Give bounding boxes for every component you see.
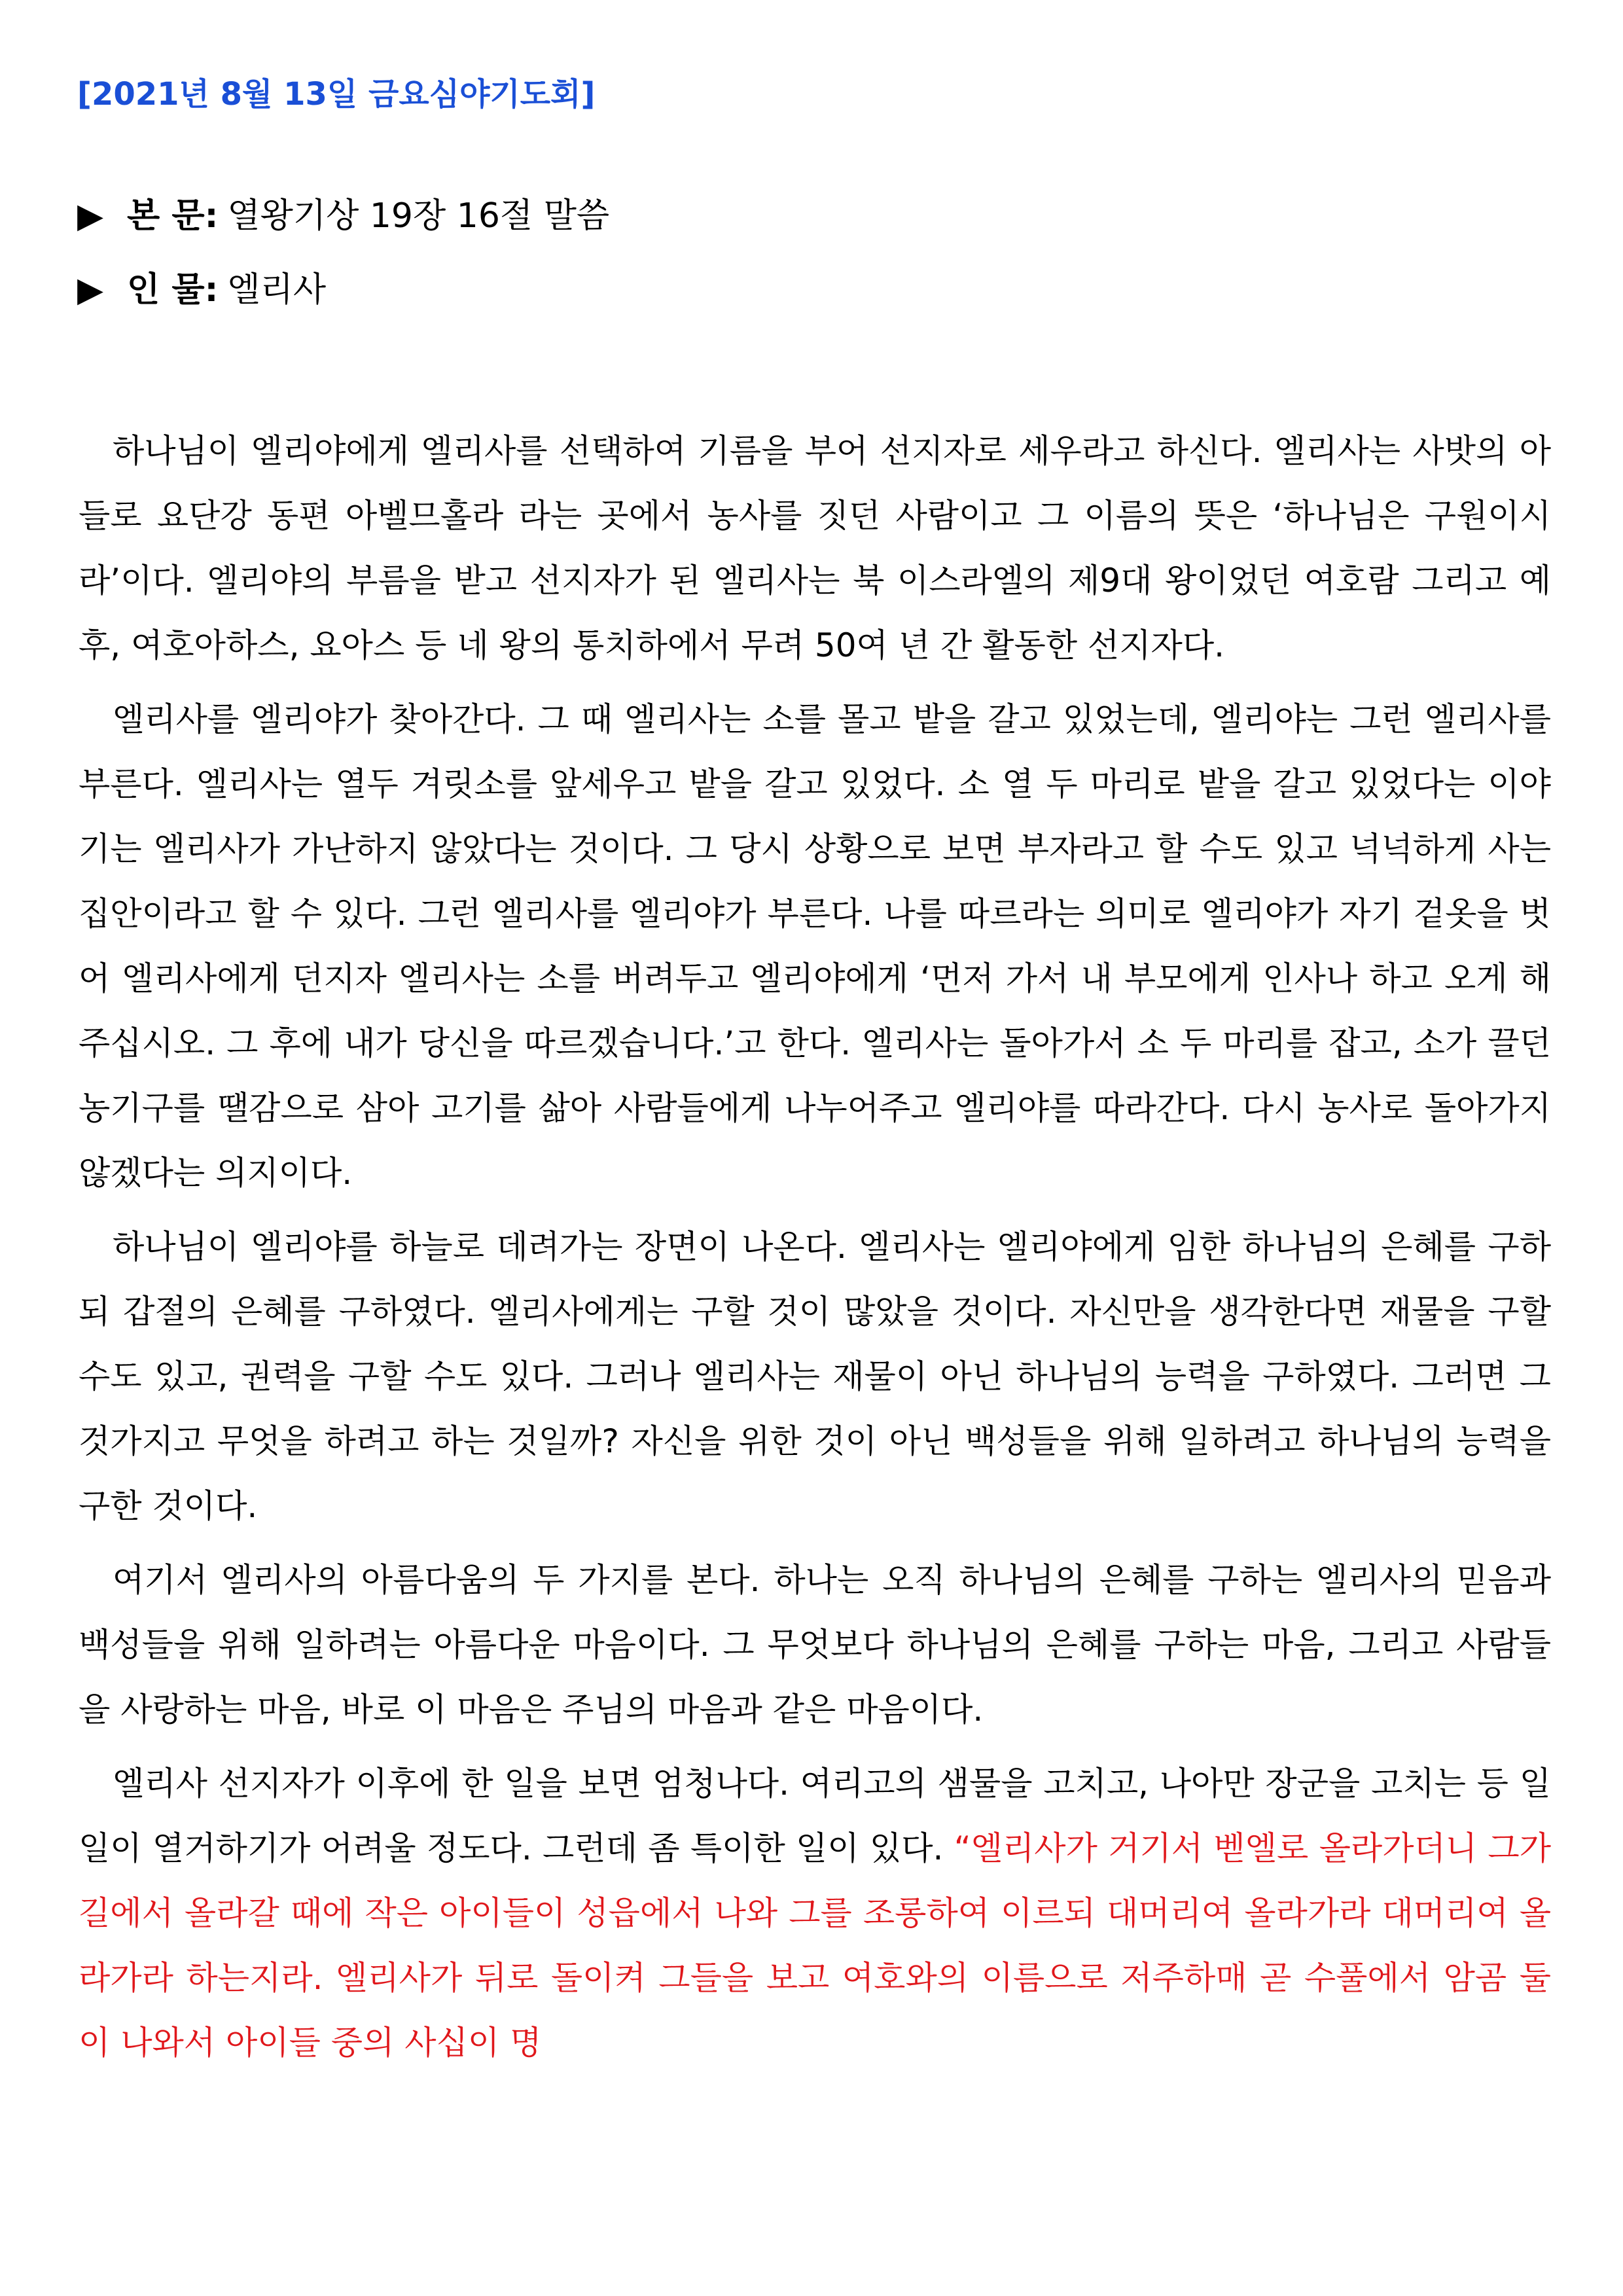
passage-value: 열왕기상 19장 16절 말씀	[227, 196, 610, 236]
page-title: [2021년 8월 13일 금요심야기도회]	[77, 76, 596, 113]
paragraph: 엘리사를 엘리야가 찾아간다. 그 때 엘리사는 소를 몰고 밭을 갈고 있었는데, 엘리야는 그런 엘리사를 부른다. 엘리사는 열두 겨릿소를 앞세우고 밭을 갈고 있었다. 소 열 두 마리로 밭을 갈고 있었다는 이야기는 엘리사가 가난하지 않았다는 것이다. 그 당시 상황으로 보면 부자라고 할 수도 있고 넉넉하게 사는 집안이라고 할 수 있다. 그런 엘리사를 엘리야가 부른다. 나를 따르라는 의미로 엘리야가 자기 겉옷을 벗어 엘리사에게 던지자 엘리사는 소를 버려두고 엘리야에게 ‘먼저 가서 내 부모에게 인사나 하고 오게 해 주십시오. 그 후에 내가 당신을 따르겠습니다.’고 한다. 엘리사는 돌아가서 소 두 마리를 잡고, 소가 끌던 농기구를 땔감으로 삼아 고기를 삶아 사람들에게 나누어주고 엘리야를 따라간다. 다시 농사로 돌아가지 않겠다는 의지이다.	[79, 700, 1551, 1192]
arrow-right-icon: ▶	[77, 270, 103, 310]
paragraph-text: 엘리사 선지자가 이후에 한 일을 보면 엄청나다. 여리고의 샘물을 고치고, 나아만 장군을 고치는 등 일일이 열거하기가 어려울 정도다. 그런데 좀 특이한 일이 있다.	[79, 1765, 1551, 1867]
paragraph-last	[79, 1751, 1551, 2075]
passage-label: 본 문:	[127, 196, 219, 236]
paragraph: 하나님이 엘리야를 하늘로 데려가는 장면이 나온다. 엘리사는 엘리야에게 임한 하나님의 은혜를 구하되 갑절의 은혜를 구하였다. 엘리사에게는 구할 것이 많았을 것이다. 자신만을 생각한다면 재물을 구할 수도 있고, 권력을 구할 수도 있다. 그러나 엘리사는 재물이 아닌 하나님의 능력을 구하였다. 그러면 그것가지고 무엇을 하려고 하는 것일까? 자신을 위한 것이 아닌 백성들을 위해 일하려고 하나님의 능력을 구한 것이다.	[79, 1228, 1551, 1525]
scripture-quote: “엘리사가 거기서 벧엘로 올라가더니 그가 길에서 올라갈 때에 작은 아이들이 성읍에서 나와 그를 조롱하여 이르되 대머리여 올라가라 대머리여 올라가라 하는지라. 엘리사가 뒤로 돌이켜 그들을 보고 여호와의 이름으로 저주하매 곧 수풀에서 암곰 둘이 나와서 아이들 중의 사십이 명	[79, 1829, 1552, 2062]
person-label: 인 물:	[127, 270, 219, 310]
arrow-right-icon: ▶	[77, 196, 103, 236]
paragraph: 하나님이 엘리야에게 엘리사를 선택하여 기름을 부어 선지자로 세우라고 하신다. 엘리사는 사밧의 아들로 요단강 동편 아벨므홀라 라는 곳에서 농사를 짓던 사람이고 그 이름의 뜻은 ‘하나님은 구원이시라’이다. 엘리야의 부름을 받고 선지자가 된 엘리사는 북 이스라엘의 제9대 왕이었던 여호람 그리고 예후, 여호아하스, 요아스 등 네 왕의 통치하에서 무려 50여 년 간 활동한 선지자다.	[79, 432, 1551, 664]
sermon-body	[79, 419, 1551, 2085]
paragraph: 여기서 엘리사의 아름다움의 두 가지를 본다. 하나는 오직 하나님의 은혜를 구하는 엘리사의 믿음과 백성들을 위해 일하려는 아름다운 마음이다. 그 무엇보다 하나님의 은혜를 구하는 마음, 그리고 사람들을 사랑하는 마음, 바로 이 마음은 주님의 마음과 같은 마음이다.	[79, 1561, 1551, 1729]
passage-row	[77, 190, 609, 242]
person-value: 엘리사	[227, 270, 327, 310]
person-row	[77, 264, 326, 316]
